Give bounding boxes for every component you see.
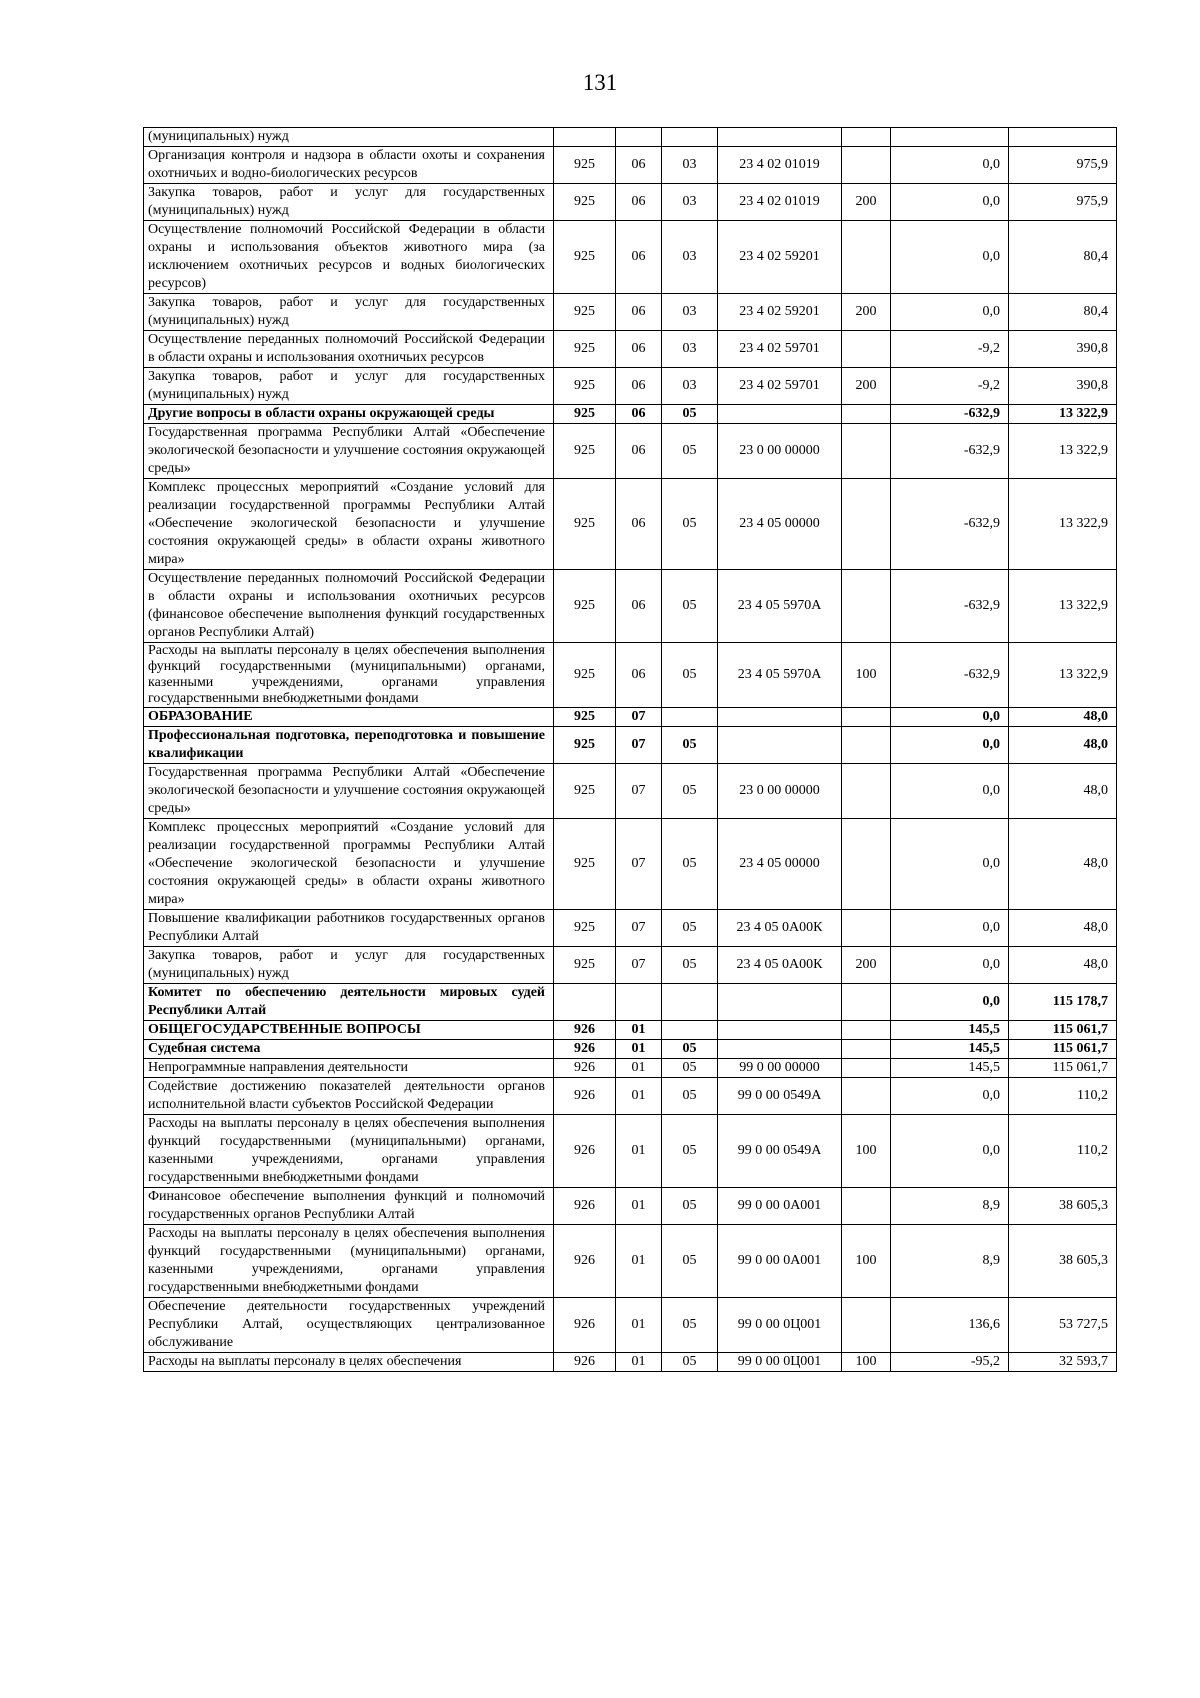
subsection-code-cell: 05: [662, 947, 718, 984]
section-code-cell: 06: [616, 424, 662, 479]
change-amount-cell: 145,5: [891, 1059, 1009, 1078]
change-amount-cell: 8,9: [891, 1188, 1009, 1225]
table-row: [144, 643, 1117, 708]
change-amount-cell: 0,0: [891, 984, 1009, 1021]
total-amount-cell: 48,0: [1009, 727, 1117, 764]
target-article-cell: 99 0 00 0549А: [718, 1115, 842, 1188]
section-code-cell: 01: [616, 1353, 662, 1372]
subsection-code-cell: 03: [662, 331, 718, 368]
subsection-code-cell: [662, 1021, 718, 1040]
change-amount-cell: -632,9: [891, 479, 1009, 570]
subsection-code-cell: 05: [662, 727, 718, 764]
expense-type-cell: [842, 727, 891, 764]
section-code-cell: 06: [616, 221, 662, 294]
section-code-cell: 01: [616, 1188, 662, 1225]
expense-type-cell: 100: [842, 1115, 891, 1188]
expense-name-cell: Расходы на выплаты персоналу в целях обеспечения выполнения функций государственными (муниципальными) органами, казенными учреждениями, органами управления государственными внебюджетными фондами: [144, 1115, 554, 1188]
ministry-code-cell: 925: [554, 727, 616, 764]
subsection-code-cell: 05: [662, 764, 718, 819]
table-row: [144, 910, 1117, 947]
table-row: [144, 947, 1117, 984]
change-amount-cell: 136,6: [891, 1298, 1009, 1353]
subsection-code-cell: 03: [662, 147, 718, 184]
total-amount-cell: [1009, 128, 1117, 147]
section-code-cell: 06: [616, 147, 662, 184]
ministry-code-cell: 926: [554, 1059, 616, 1078]
subsection-code-cell: 05: [662, 570, 718, 643]
table-row: [144, 1040, 1117, 1059]
subsection-code-cell: 03: [662, 221, 718, 294]
expense-name-cell: Осуществление полномочий Российской Федерации в области охраны и использования объектов животного мира (за исключением охотничьих ресурсов и водных биологических ресурсов): [144, 221, 554, 294]
table-row: [144, 1298, 1117, 1353]
expense-name-cell: Государственная программа Республики Алтай «Обеспечение экологической безопасности и улучшение состояния окружающей среды»: [144, 424, 554, 479]
subsection-code-cell: 05: [662, 1059, 718, 1078]
total-amount-cell: 32 593,7: [1009, 1353, 1117, 1372]
total-amount-cell: 110,2: [1009, 1115, 1117, 1188]
section-code-cell: 07: [616, 947, 662, 984]
expense-name-cell: Государственная программа Республики Алтай «Обеспечение экологической безопасности и улучшение состояния окружающей среды»: [144, 764, 554, 819]
target-article-cell: [718, 1040, 842, 1059]
total-amount-cell: 13 322,9: [1009, 643, 1117, 708]
table-row: [144, 819, 1117, 910]
change-amount-cell: 0,0: [891, 727, 1009, 764]
target-article-cell: 99 0 00 0Ц001: [718, 1298, 842, 1353]
subsection-code-cell: 05: [662, 1225, 718, 1298]
section-code-cell: 06: [616, 479, 662, 570]
target-article-cell: [718, 1021, 842, 1040]
target-article-cell: 99 0 00 0А001: [718, 1188, 842, 1225]
section-code-cell: 01: [616, 1298, 662, 1353]
target-article-cell: 99 0 00 0Ц001: [718, 1353, 842, 1372]
table-row: [144, 570, 1117, 643]
expense-name-cell: Профессиональная подготовка, переподготовка и повышение квалификации: [144, 727, 554, 764]
subsection-code-cell: 05: [662, 1188, 718, 1225]
section-code-cell: 07: [616, 764, 662, 819]
subsection-code-cell: 05: [662, 819, 718, 910]
target-article-cell: 23 4 05 0А00К: [718, 910, 842, 947]
ministry-code-cell: 925: [554, 184, 616, 221]
subsection-code-cell: [662, 708, 718, 727]
expense-type-cell: [842, 128, 891, 147]
change-amount-cell: 0,0: [891, 764, 1009, 819]
expense-name-cell: (муниципальных) нужд: [144, 128, 554, 147]
total-amount-cell: 38 605,3: [1009, 1225, 1117, 1298]
expense-name-cell: Комплекс процессных мероприятий «Создание условий для реализации государственной программы Республики Алтай «Обеспечение экологической безопасности и улучшение состояния окружающей среды» в области охраны животного мира»: [144, 479, 554, 570]
target-article-cell: [718, 708, 842, 727]
expense-type-cell: [842, 1040, 891, 1059]
change-amount-cell: 0,0: [891, 819, 1009, 910]
table-row: [144, 405, 1117, 424]
ministry-code-cell: 925: [554, 910, 616, 947]
ministry-code-cell: 925: [554, 764, 616, 819]
total-amount-cell: 975,9: [1009, 147, 1117, 184]
total-amount-cell: 13 322,9: [1009, 424, 1117, 479]
target-article-cell: [718, 405, 842, 424]
subsection-code-cell: 05: [662, 910, 718, 947]
expense-type-cell: 100: [842, 643, 891, 708]
total-amount-cell: 115 061,7: [1009, 1040, 1117, 1059]
expense-name-cell: Комплекс процессных мероприятий «Создание условий для реализации государственной программы Республики Алтай «Обеспечение экологической безопасности и улучшение состояния окружающей среды» в области охраны животного мира»: [144, 819, 554, 910]
section-code-cell: 07: [616, 819, 662, 910]
expense-name-cell: Повышение квалификации работников государственных органов Республики Алтай: [144, 910, 554, 947]
target-article-cell: [718, 727, 842, 764]
ministry-code-cell: 925: [554, 643, 616, 708]
change-amount-cell: 0,0: [891, 1078, 1009, 1115]
expense-name-cell: Закупка товаров, работ и услуг для государственных (муниципальных) нужд: [144, 947, 554, 984]
section-code-cell: 06: [616, 331, 662, 368]
table-row: [144, 128, 1117, 147]
table-row: [144, 984, 1117, 1021]
target-article-cell: 23 4 05 5970А: [718, 570, 842, 643]
table-row: [144, 424, 1117, 479]
table-row: [144, 1353, 1117, 1372]
ministry-code-cell: 926: [554, 1078, 616, 1115]
change-amount-cell: -95,2: [891, 1353, 1009, 1372]
expense-type-cell: 100: [842, 1353, 891, 1372]
expense-type-cell: 200: [842, 947, 891, 984]
change-amount-cell: 0,0: [891, 294, 1009, 331]
total-amount-cell: 53 727,5: [1009, 1298, 1117, 1353]
subsection-code-cell: 05: [662, 643, 718, 708]
expense-name-cell: Расходы на выплаты персоналу в целях обеспечения выполнения функций государственными (муниципальными) органами, казенными учреждениями, органами управления государственными внебюджетными фондами: [144, 1225, 554, 1298]
subsection-code-cell: 05: [662, 424, 718, 479]
section-code-cell: [616, 984, 662, 1021]
section-code-cell: 01: [616, 1115, 662, 1188]
target-article-cell: 23 4 02 59701: [718, 331, 842, 368]
table-row: [144, 221, 1117, 294]
target-article-cell: 23 4 05 00000: [718, 819, 842, 910]
ministry-code-cell: 926: [554, 1040, 616, 1059]
expense-name-cell: Организация контроля и надзора в области охоты и сохранения охотничьих и водно-биологических ресурсов: [144, 147, 554, 184]
ministry-code-cell: 925: [554, 294, 616, 331]
expense-type-cell: [842, 910, 891, 947]
table-row: [144, 727, 1117, 764]
expense-name-cell: Содействие достижению показателей деятельности органов исполнительной власти субъектов Российской Федерации: [144, 1078, 554, 1115]
expense-type-cell: [842, 1078, 891, 1115]
ministry-code-cell: 925: [554, 147, 616, 184]
ministry-code-cell: 926: [554, 1353, 616, 1372]
ministry-code-cell: 926: [554, 1298, 616, 1353]
expense-name-cell: Другие вопросы в области охраны окружающей среды: [144, 405, 554, 424]
expense-type-cell: 200: [842, 368, 891, 405]
change-amount-cell: 0,0: [891, 708, 1009, 727]
target-article-cell: 99 0 00 0549А: [718, 1078, 842, 1115]
subsection-code-cell: 05: [662, 1353, 718, 1372]
subsection-code-cell: [662, 128, 718, 147]
total-amount-cell: 38 605,3: [1009, 1188, 1117, 1225]
ministry-code-cell: 926: [554, 1115, 616, 1188]
expense-name-cell: Комитет по обеспечению деятельности мировых судей Республики Алтай: [144, 984, 554, 1021]
target-article-cell: 99 0 00 0А001: [718, 1225, 842, 1298]
table-row: [144, 764, 1117, 819]
ministry-code-cell: [554, 984, 616, 1021]
ministry-code-cell: 926: [554, 1021, 616, 1040]
target-article-cell: 99 0 00 00000: [718, 1059, 842, 1078]
subsection-code-cell: 05: [662, 1115, 718, 1188]
change-amount-cell: [891, 128, 1009, 147]
expense-type-cell: [842, 405, 891, 424]
target-article-cell: 23 0 00 00000: [718, 424, 842, 479]
change-amount-cell: 0,0: [891, 947, 1009, 984]
total-amount-cell: 13 322,9: [1009, 479, 1117, 570]
change-amount-cell: -632,9: [891, 424, 1009, 479]
expense-name-cell: Расходы на выплаты персоналу в целях обеспечения: [144, 1353, 554, 1372]
change-amount-cell: 0,0: [891, 221, 1009, 294]
section-code-cell: 06: [616, 294, 662, 331]
ministry-code-cell: 925: [554, 479, 616, 570]
expense-name-cell: Осуществление переданных полномочий Российской Федерации в области охраны и использования охотничьих ресурсов (финансовое обеспечение выполнения функций государственных органов Республики Алтай): [144, 570, 554, 643]
section-code-cell: 01: [616, 1225, 662, 1298]
expense-type-cell: [842, 764, 891, 819]
change-amount-cell: 8,9: [891, 1225, 1009, 1298]
table-row: [144, 294, 1117, 331]
total-amount-cell: 13 322,9: [1009, 405, 1117, 424]
total-amount-cell: 390,8: [1009, 331, 1117, 368]
total-amount-cell: 13 322,9: [1009, 570, 1117, 643]
expense-type-cell: [842, 424, 891, 479]
change-amount-cell: -632,9: [891, 643, 1009, 708]
change-amount-cell: 0,0: [891, 184, 1009, 221]
total-amount-cell: 975,9: [1009, 184, 1117, 221]
section-code-cell: 07: [616, 708, 662, 727]
subsection-code-cell: 03: [662, 368, 718, 405]
expense-type-cell: [842, 479, 891, 570]
table-row: [144, 1021, 1117, 1040]
expense-type-cell: [842, 819, 891, 910]
table-row: [144, 1188, 1117, 1225]
expense-type-cell: [842, 1188, 891, 1225]
change-amount-cell: 0,0: [891, 147, 1009, 184]
table-row: [144, 479, 1117, 570]
expense-name-cell: Финансовое обеспечение выполнения функций и полномочий государственных органов Республики Алтай: [144, 1188, 554, 1225]
subsection-code-cell: 05: [662, 1078, 718, 1115]
change-amount-cell: 0,0: [891, 1115, 1009, 1188]
expense-type-cell: [842, 1021, 891, 1040]
section-code-cell: [616, 128, 662, 147]
table-row: [144, 1059, 1117, 1078]
table-row: [144, 1225, 1117, 1298]
expense-type-cell: [842, 1059, 891, 1078]
total-amount-cell: 80,4: [1009, 294, 1117, 331]
table-row: [144, 147, 1117, 184]
change-amount-cell: -632,9: [891, 570, 1009, 643]
target-article-cell: 23 4 02 01019: [718, 184, 842, 221]
expense-type-cell: [842, 147, 891, 184]
change-amount-cell: -9,2: [891, 331, 1009, 368]
target-article-cell: [718, 128, 842, 147]
expense-type-cell: [842, 221, 891, 294]
subsection-code-cell: 05: [662, 479, 718, 570]
total-amount-cell: 115 061,7: [1009, 1059, 1117, 1078]
expense-type-cell: [842, 1298, 891, 1353]
expense-name-cell: Закупка товаров, работ и услуг для государственных (муниципальных) нужд: [144, 294, 554, 331]
ministry-code-cell: 925: [554, 424, 616, 479]
table-row: [144, 331, 1117, 368]
total-amount-cell: 48,0: [1009, 910, 1117, 947]
total-amount-cell: 80,4: [1009, 221, 1117, 294]
section-code-cell: 01: [616, 1059, 662, 1078]
expense-name-cell: Закупка товаров, работ и услуг для государственных (муниципальных) нужд: [144, 184, 554, 221]
section-code-cell: 07: [616, 910, 662, 947]
total-amount-cell: 110,2: [1009, 1078, 1117, 1115]
subsection-code-cell: 03: [662, 294, 718, 331]
total-amount-cell: 48,0: [1009, 708, 1117, 727]
expense-type-cell: [842, 570, 891, 643]
change-amount-cell: -632,9: [891, 405, 1009, 424]
table-row: [144, 1115, 1117, 1188]
table-row: [144, 708, 1117, 727]
expense-type-cell: 100: [842, 1225, 891, 1298]
section-code-cell: 06: [616, 368, 662, 405]
change-amount-cell: 145,5: [891, 1040, 1009, 1059]
subsection-code-cell: 05: [662, 405, 718, 424]
target-article-cell: 23 4 05 5970А: [718, 643, 842, 708]
target-article-cell: 23 0 00 00000: [718, 764, 842, 819]
section-code-cell: 01: [616, 1078, 662, 1115]
target-article-cell: 23 4 02 59201: [718, 294, 842, 331]
section-code-cell: 06: [616, 570, 662, 643]
change-amount-cell: 145,5: [891, 1021, 1009, 1040]
expense-name-cell: Расходы на выплаты персоналу в целях обеспечения выполнения функций государственными (муниципальными) органами, казенными учреждениями, органами управления государственными внебюджетными фондами: [144, 643, 554, 708]
section-code-cell: 01: [616, 1040, 662, 1059]
total-amount-cell: 48,0: [1009, 947, 1117, 984]
change-amount-cell: -9,2: [891, 368, 1009, 405]
ministry-code-cell: 926: [554, 1225, 616, 1298]
subsection-code-cell: 05: [662, 1040, 718, 1059]
table-row: [144, 184, 1117, 221]
ministry-code-cell: 925: [554, 405, 616, 424]
total-amount-cell: 390,8: [1009, 368, 1117, 405]
ministry-code-cell: 925: [554, 708, 616, 727]
total-amount-cell: 48,0: [1009, 764, 1117, 819]
section-code-cell: 07: [616, 727, 662, 764]
expense-type-cell: [842, 984, 891, 1021]
ministry-code-cell: 925: [554, 368, 616, 405]
expense-name-cell: Непрограммные направления деятельности: [144, 1059, 554, 1078]
subsection-code-cell: 03: [662, 184, 718, 221]
table-row: [144, 1078, 1117, 1115]
expense-type-cell: [842, 331, 891, 368]
target-article-cell: 23 4 02 59201: [718, 221, 842, 294]
target-article-cell: 23 4 02 59701: [718, 368, 842, 405]
budget-table: [143, 127, 1117, 1372]
section-code-cell: 01: [616, 1021, 662, 1040]
subsection-code-cell: 05: [662, 1298, 718, 1353]
change-amount-cell: 0,0: [891, 910, 1009, 947]
ministry-code-cell: 925: [554, 819, 616, 910]
expense-name-cell: Закупка товаров, работ и услуг для государственных (муниципальных) нужд: [144, 368, 554, 405]
ministry-code-cell: [554, 128, 616, 147]
ministry-code-cell: 925: [554, 221, 616, 294]
section-code-cell: 06: [616, 643, 662, 708]
expense-type-cell: 200: [842, 294, 891, 331]
subsection-code-cell: [662, 984, 718, 1021]
ministry-code-cell: 925: [554, 570, 616, 643]
ministry-code-cell: 926: [554, 1188, 616, 1225]
target-article-cell: 23 4 02 01019: [718, 147, 842, 184]
total-amount-cell: 48,0: [1009, 819, 1117, 910]
target-article-cell: [718, 984, 842, 1021]
ministry-code-cell: 925: [554, 331, 616, 368]
expense-name-cell: ОБЩЕГОСУДАРСТВЕННЫЕ ВОПРОСЫ: [144, 1021, 554, 1040]
target-article-cell: 23 4 05 00000: [718, 479, 842, 570]
total-amount-cell: 115 178,7: [1009, 984, 1117, 1021]
ministry-code-cell: 925: [554, 947, 616, 984]
expense-name-cell: Судебная система: [144, 1040, 554, 1059]
table-row: [144, 368, 1117, 405]
target-article-cell: 23 4 05 0А00К: [718, 947, 842, 984]
expense-type-cell: 200: [842, 184, 891, 221]
page-number: 131: [582, 70, 618, 95]
section-code-cell: 06: [616, 184, 662, 221]
expense-name-cell: Обеспечение деятельности государственных учреждений Республики Алтай, осуществляющих централизованное обслуживание: [144, 1298, 554, 1353]
expense-name-cell: ОБРАЗОВАНИЕ: [144, 708, 554, 727]
section-code-cell: 06: [616, 405, 662, 424]
expense-type-cell: [842, 708, 891, 727]
expense-name-cell: Осуществление переданных полномочий Российской Федерации в области охраны и использования охотничьих ресурсов: [144, 331, 554, 368]
total-amount-cell: 115 061,7: [1009, 1021, 1117, 1040]
